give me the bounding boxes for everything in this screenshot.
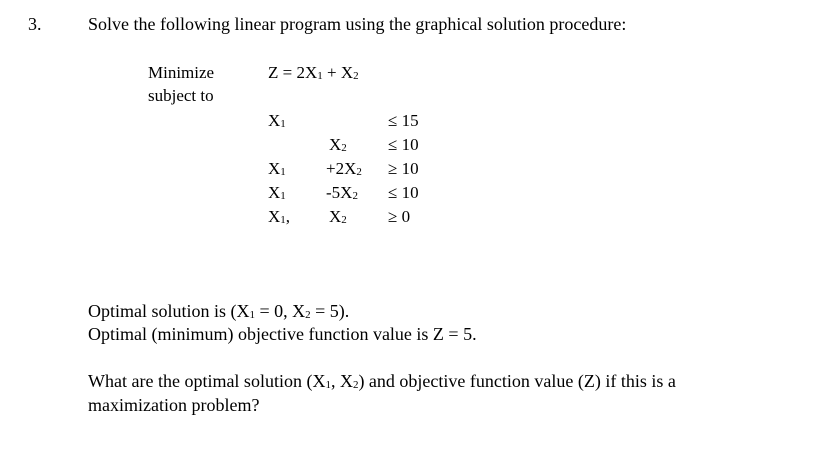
constraint-x1-term: $X_1$ bbox=[268, 159, 286, 178]
constraint-relation: ≤ 10 bbox=[388, 135, 419, 154]
subject-to-label: subject to bbox=[148, 86, 214, 105]
problem-number: 3. bbox=[28, 14, 42, 34]
problem-heading: Solve the following linear program using the graphical solution procedure: bbox=[88, 14, 627, 34]
constraint-x2-term: $X_2$ bbox=[329, 135, 347, 154]
constraint-x2-term: $X_2$ bbox=[329, 207, 347, 226]
optimal-solution-line: Optimal solution is ($X_1 = 0$, $X_2 = 5$). bbox=[88, 301, 350, 321]
question-line-2: maximization problem? bbox=[88, 395, 260, 415]
objective-label: Minimize bbox=[148, 63, 215, 82]
constraint-relation: ≥ 10 bbox=[388, 159, 419, 178]
constraint-x2-term: $-5X_2$ bbox=[326, 183, 358, 202]
question-line-1: What are the optimal solution ($X_1$, $X_2$) and objective function value (Z) if this is a bbox=[88, 371, 676, 391]
objective-value-line: Optimal (minimum) objective function value is Z = 5. bbox=[88, 324, 477, 344]
constraint-relation: ≤ 10 bbox=[388, 183, 419, 202]
constraint-x1-term: $X_1$ bbox=[268, 183, 286, 202]
objective-function: $Z = 2X_1 + X_2$ bbox=[268, 63, 359, 82]
constraint-x1-term: $X_1$ bbox=[268, 111, 286, 130]
constraint-relation: ≥ 0 bbox=[388, 207, 411, 226]
constraint-x1-term: $X_1$, bbox=[268, 207, 291, 226]
constraint-relation: ≤ 15 bbox=[388, 111, 419, 130]
constraint-x2-term: $+2X_2$ bbox=[326, 159, 362, 178]
